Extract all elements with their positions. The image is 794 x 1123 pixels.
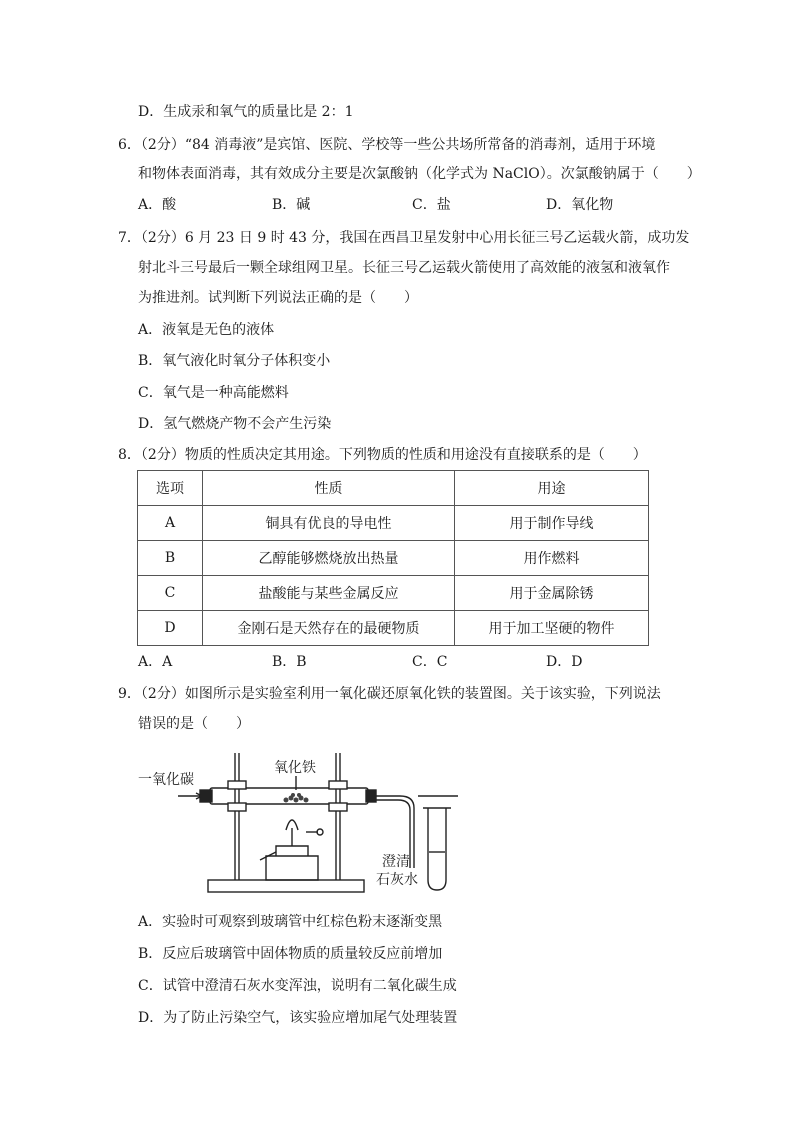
limewater-label-1: 澄清 [382, 854, 410, 870]
table-cell: D [138, 611, 203, 646]
glass-tube [210, 788, 368, 804]
column-header: 性质 [203, 471, 455, 506]
table-cell: 用作燃料 [455, 541, 649, 576]
table-cell: 金刚石是天然存在的最硬物质 [203, 611, 455, 646]
table-row [138, 576, 649, 611]
q6-stem-line1: 6．（2分）“84 消毒液”是宾馆、医院、学校等一些公共场所常备的消毒剂，适用于环境 [118, 137, 656, 153]
table-cell: 用于加工坚硬的物件 [455, 611, 649, 646]
q9-option-b: B．反应后玻璃管中固体物质的质量较反应前增加 [138, 946, 443, 962]
q8-stem: 8．（2分）物质的性质决定其用途。下列物质的性质和用途没有直接联系的是（ ） [118, 447, 647, 463]
q7-option-d: D．氢气燃烧产物不会产生污染 [138, 416, 332, 432]
table-cell: 用于制作导线 [455, 506, 649, 541]
table-cell: 铜具有优良的导电性 [203, 506, 455, 541]
q9-option-d: D．为了防止污染空气，该实验应增加尾气处理装置 [138, 1010, 458, 1026]
q6-option-b: B．碱 [272, 197, 311, 213]
q6-option-a: A．酸 [138, 197, 177, 213]
table-cell: A [138, 506, 203, 541]
table-row [138, 541, 649, 576]
q8-option-c: C．C [412, 654, 448, 670]
q7-option-a: A．液氧是无色的液体 [138, 322, 275, 338]
table-row [138, 611, 649, 646]
stand-base [208, 880, 364, 892]
alcohol-burner [266, 856, 318, 880]
q8-options [138, 652, 658, 672]
q6-stem-line2: 和物体表面消毒，其有效成分主要是次氯酸钠（化学式为 NaClO）。次氯酸钠属于（ ） [138, 166, 701, 182]
q6-option-d: D．氧化物 [546, 197, 614, 213]
test-tube [428, 808, 446, 890]
table-cell: B [138, 541, 203, 576]
q7-stem-line1: 7．（2分）6 月 23 日 9 时 43 分，我国在西昌卫星发射中心用长征三号乙运载火箭，成功发 [118, 230, 690, 246]
column-header: 选项 [138, 471, 203, 506]
q8-option-b: B．B [272, 654, 307, 670]
column-header: 用途 [455, 471, 649, 506]
q7-option-c: C．氧气是一种高能燃料 [138, 385, 289, 401]
table-cell: 盐酸能与某些金属反应 [203, 576, 455, 611]
co-label: 一氧化碳 [138, 772, 194, 788]
fe2o3-label: 氧化铁 [274, 760, 316, 776]
co-reduction-apparatus-figure [138, 748, 468, 898]
q6-options [138, 195, 658, 215]
q6-option-c: C．盐 [412, 197, 451, 213]
q7-option-b: B．氧气液化时氧分子体积变小 [138, 353, 331, 369]
q9-option-a: A．实验时可观察到玻璃管中红棕色粉末逐渐变黑 [138, 914, 443, 930]
iron-oxide-powder [284, 793, 309, 803]
q8-option-a: A．A [138, 654, 173, 670]
q8-option-d: D．D [546, 654, 583, 670]
q8-table [137, 470, 649, 646]
q9-stem-line1: 9．（2分）如图所示是实验室利用一氧化碳还原氧化铁的装置图。关于该实验，下列说法 [118, 686, 661, 702]
table-cell: C [138, 576, 203, 611]
table-row [138, 506, 649, 541]
q7-stem-line3: 为推进剂。试判断下列说法正确的是（ ） [138, 290, 418, 306]
table-cell: 乙醇能够燃烧放出热量 [203, 541, 455, 576]
q5-option-d: D．生成汞和氧气的质量比是 2：1 [138, 104, 354, 120]
q9-stem-line2: 错误的是（ ） [138, 716, 250, 732]
limewater-label-2: 石灰水 [376, 872, 418, 888]
table-cell: 用于金属除锈 [455, 576, 649, 611]
q7-stem-line2: 射北斗三号最后一颗全球组网卫星。长征三号乙运载火箭使用了高效能的液氢和液氧作 [138, 260, 670, 276]
q9-option-c: C．试管中澄清石灰水变浑浊，说明有二氧化碳生成 [138, 978, 457, 994]
table-header-row [138, 471, 649, 506]
